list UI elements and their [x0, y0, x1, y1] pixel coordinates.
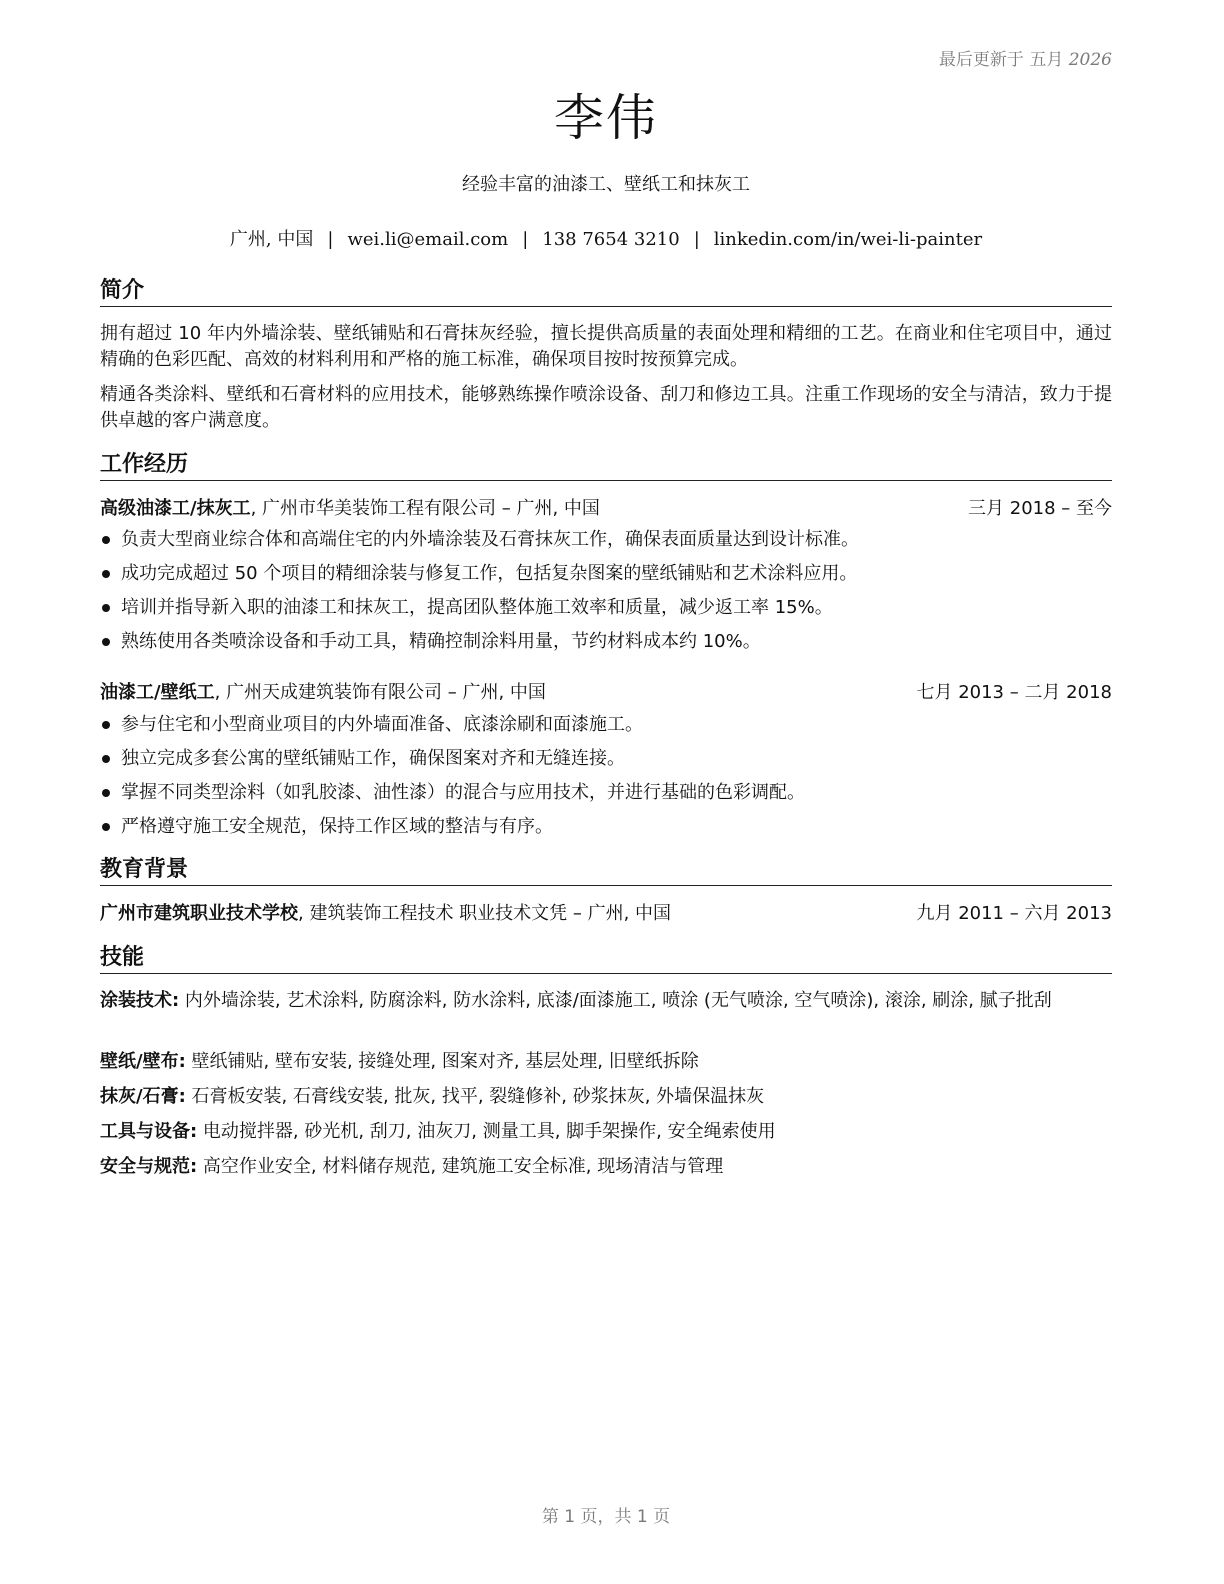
list-item — [100, 561, 1112, 595]
bullet-icon — [102, 789, 110, 797]
bullet-text: 负责大型商业综合体和高端住宅的内外墙涂装及石膏抹灰工作，确保表面质量达到设计标准。 — [121, 529, 859, 550]
bullet-icon — [102, 721, 110, 729]
school-name: 广州市建筑职业技术学校 — [100, 903, 298, 924]
education-entry — [100, 901, 1112, 927]
contact-email[interactable]: wei.li@email.com — [347, 229, 509, 250]
bullet-text: 培训并指导新入职的油漆工和抹灰工，提高团队整体施工效率和质量，减少返工率 15%。 — [121, 597, 833, 618]
skill-value: 内外墙涂装, 艺术涂料, 防腐涂料, 防水涂料, 底漆/面漆施工, 喷涂 (无气喷涂, 空气喷涂), 滚涂, 刷涂, 腻子批刮 — [179, 990, 1052, 1011]
section-title-experience: 工作经历 — [100, 452, 1112, 481]
summary-paragraph: 精通各类涂料、壁纸和石膏材料的应用技术，能够熟练操作喷涂设备、刮刀和修边工具。注重工作现场的安全与清洁，致力于提供卓越的客户满意度。 — [100, 384, 1112, 431]
contact-separator: | — [522, 229, 529, 250]
page-number: 第 1 页，共 1 页 — [541, 1507, 671, 1527]
skill-value: 高空作业安全, 材料储存规范, 建筑施工安全标准, 现场清洁与管理 — [197, 1156, 724, 1177]
list-item — [100, 814, 1112, 848]
bullet-icon — [102, 755, 110, 763]
last-updated-label: 最后更新于 五月 — [938, 50, 1064, 70]
job-bullets — [100, 527, 1112, 663]
bullet-icon — [102, 823, 110, 831]
resume-page — [100, 0, 1112, 1584]
job-employer: , 广州市华美装饰工程有限公司 – 广州, 中国 — [250, 498, 600, 519]
list-item — [100, 629, 1112, 663]
skill-row — [100, 1154, 1112, 1180]
list-item — [100, 712, 1112, 746]
skill-label: 安全与规范: — [100, 1156, 198, 1177]
skill-value: 石膏板安装, 石膏线安装, 批灰, 找平, 裂缝修补, 砂浆抹灰, 外墙保温抹灰 — [185, 1086, 765, 1107]
candidate-headline: 经验丰富的油漆工、壁纸工和抹灰工 — [462, 174, 750, 195]
job-title: 油漆工/壁纸工 — [100, 682, 215, 703]
bullet-icon — [102, 604, 110, 612]
skill-row — [100, 988, 1112, 1014]
skill-row — [100, 1084, 1112, 1110]
bullet-text: 参与住宅和小型商业项目的内外墙面准备、底漆涂刷和面漆施工。 — [121, 714, 643, 735]
skill-label: 涂装技术: — [100, 990, 180, 1011]
skill-label: 工具与设备: — [100, 1121, 198, 1142]
bullet-text: 掌握不同类型涂料（如乳胶漆、油性漆）的混合与应用技术，并进行基础的色彩调配。 — [121, 782, 805, 803]
job-header — [100, 496, 1112, 522]
education-detail: , 建筑装饰工程技术 职业技术文凭 – 广州, 中国 — [298, 903, 672, 924]
bullet-text: 熟练使用各类喷涂设备和手动工具，精确控制涂料用量，节约材料成本约 10%。 — [121, 631, 761, 652]
skill-label: 抹灰/石膏: — [100, 1086, 186, 1107]
skill-value: 壁纸铺贴, 壁布安装, 接缝处理, 图案对齐, 基层处理, 旧壁纸拆除 — [185, 1051, 699, 1072]
contact-location: 广州, 中国 — [229, 229, 314, 250]
last-updated-year: 2026 — [1068, 50, 1112, 70]
skill-row — [100, 1049, 1112, 1075]
bullet-text: 独立完成多套公寓的壁纸铺贴工作，确保图案对齐和无缝连接。 — [121, 748, 625, 769]
job-bullets — [100, 712, 1112, 848]
last-updated — [939, 45, 1112, 70]
job-employer: , 广州天成建筑装饰有限公司 – 广州, 中国 — [214, 682, 546, 703]
education-dates: 九月 2011 – 六月 2013 — [916, 903, 1112, 924]
candidate-name: 李伟 — [554, 89, 658, 147]
job-title: 高级油漆工/抹灰工 — [100, 498, 251, 519]
contact-separator: | — [693, 229, 700, 250]
contact-phone: 138 7654 3210 — [542, 229, 680, 250]
section-title-summary: 简介 — [100, 278, 1112, 307]
section-title-education: 教育背景 — [100, 857, 1112, 886]
bullet-icon — [102, 570, 110, 578]
skill-row — [100, 1119, 1112, 1145]
skill-value: 电动搅拌器, 砂光机, 刮刀, 油灰刀, 测量工具, 脚手架操作, 安全绳索使用 — [197, 1121, 776, 1142]
bullet-text: 严格遵守施工安全规范，保持工作区域的整洁与有序。 — [121, 816, 553, 837]
contact-separator: | — [327, 229, 334, 250]
list-item — [100, 746, 1112, 780]
contact-line — [100, 225, 1112, 251]
list-item — [100, 780, 1112, 814]
section-title-skills: 技能 — [100, 945, 1112, 974]
skill-label: 壁纸/壁布: — [100, 1051, 186, 1072]
job-dates: 七月 2013 – 二月 2018 — [916, 682, 1112, 703]
job-dates: 三月 2018 – 至今 — [968, 498, 1112, 519]
summary-paragraph: 拥有超过 10 年内外墙涂装、壁纸铺贴和石膏抹灰经验，擅长提供高质量的表面处理和精细的工艺。在商业和住宅项目中，通过精确的色彩匹配、高效的材料利用和严格的施工标准，确保项目按时按预算完成。 — [100, 323, 1112, 370]
list-item — [100, 595, 1112, 629]
bullet-text: 成功完成超过 50 个项目的精细涂装与修复工作，包括复杂图案的壁纸铺贴和艺术涂料应用。 — [121, 563, 858, 584]
job-header — [100, 680, 1112, 706]
list-item — [100, 527, 1112, 561]
contact-linkedin[interactable]: linkedin.com/in/wei-li-painter — [713, 229, 983, 250]
bullet-icon — [102, 536, 110, 544]
bullet-icon — [102, 638, 110, 646]
